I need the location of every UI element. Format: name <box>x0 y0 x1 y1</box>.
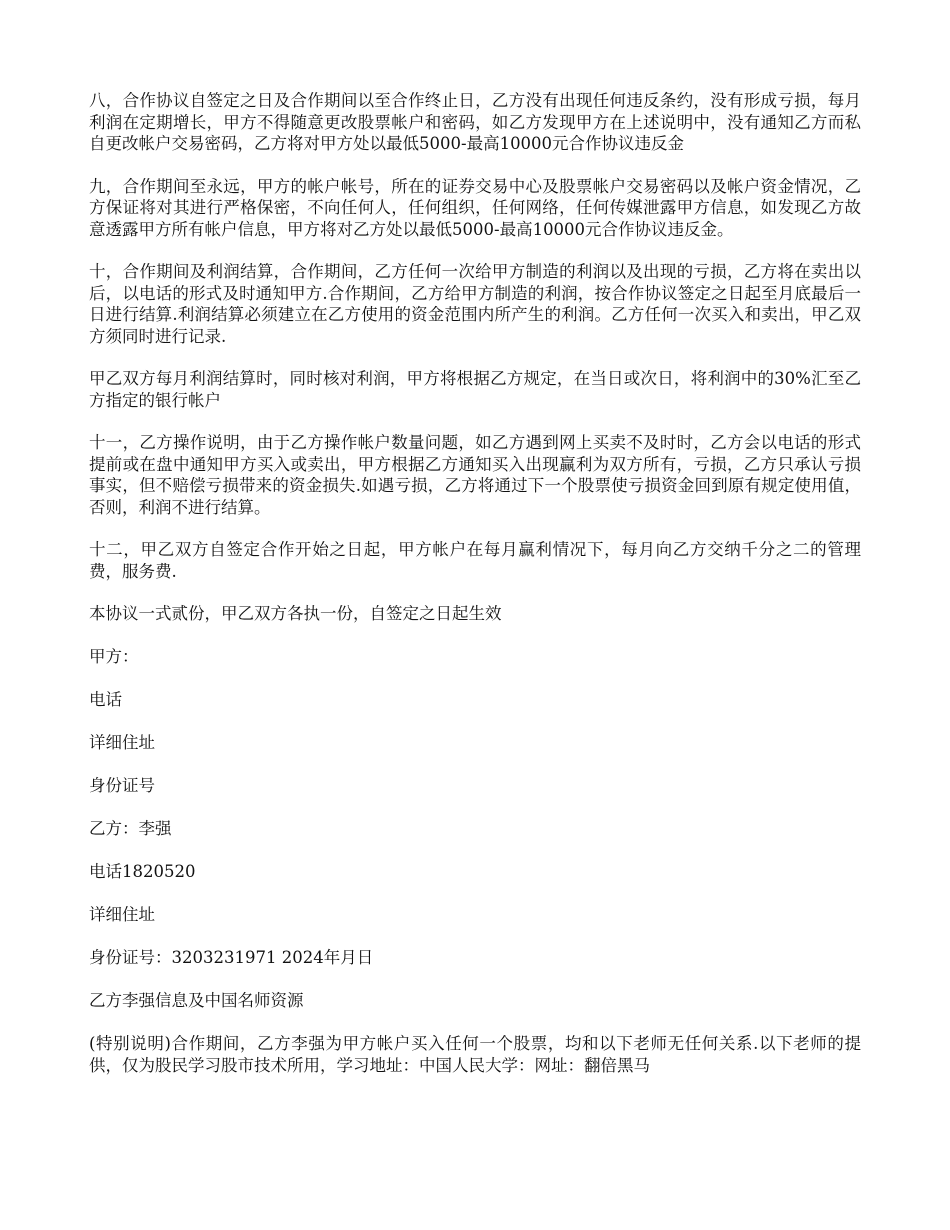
party-b-id-date: 身份证号：3203231971 2024年月日 <box>89 948 374 967</box>
party-a-id: 身份证号 <box>89 776 155 795</box>
profit-settlement-paragraph: 甲乙双方每月利润结算时，同时核对利润，甲方将根据乙方规定，在当日或次日，将利润中的30%汇至乙方指定的银行帐户 <box>89 369 861 410</box>
clause-eight: 八，合作协议自签定之日及合作期间以至合作终止日，乙方没有出现任何违反条约，没有形成亏损，每月利润在定期增长，甲方不得随意更改股票帐户和密码，如乙方发现甲方在上述说明中，没有通知乙方而私自更改帐户交易密码，乙方将对甲方处以最低5000-最高10000元合作协议违反金 <box>89 91 861 153</box>
party-b-address: 详细住址 <box>89 905 155 924</box>
special-note: (特别说明)合作期间，乙方李强为甲方帐户买入任何一个股票，均和以下老师无任何关系.以下老师的提供，仅为股民学习股市技术所用，学习地址：中国人民大学：网址：翻倍黑马 <box>89 1034 861 1075</box>
party-b-resource-title: 乙方李强信息及中国名师资源 <box>89 991 304 1010</box>
clause-ten: 十，合作期间及利润结算，合作期间，乙方任何一次给甲方制造的利润以及出现的亏损，乙方将在卖出以后，以电话的形式及时通知甲方.合作期间，乙方给甲方制造的利润，按合作协议签定之日起至月底最后一日进行结算.利润结算必须建立在乙方使用的资金范围内所产生的利润。乙方任何一次买入和卖出，甲乙双方须同时进行记录. <box>89 262 861 346</box>
party-b-label: 乙方：李强 <box>89 819 172 838</box>
party-a-address: 详细住址 <box>89 733 155 752</box>
agreement-effective-statement: 本协议一式贰份，甲乙双方各执一份，自签定之日起生效 <box>89 604 502 623</box>
clause-twelve: 十二，甲乙双方自签定合作开始之日起，甲方帐户在每月赢利情况下，每月向乙方交纳千分之二的管理费，服务费. <box>89 540 861 581</box>
clause-nine: 九，合作期间至永远，甲方的帐户帐号，所在的证券交易中心及股票帐户交易密码以及帐户资金情况，乙方保证将对其进行严格保密，不向任何人，任何组织，任何网络，任何传媒泄露甲方信息，如发现乙方故意透露甲方所有帐户信息，甲方将对乙方处以最低5000-最高10000元合作协议违反金。 <box>89 176 861 239</box>
clause-eleven: 十一，乙方操作说明，由于乙方操作帐户数量问题，如乙方遇到网上买卖不及时时，乙方会以电话的形式提前或在盘中通知甲方买入或卖出，甲方根据乙方通知买入出现赢利为双方所有，亏损，乙方只承认亏损事实，但不赔偿亏损带来的资金损失.如遇亏损，乙方将通过下一个股票使亏损资金回到原有规定使用值，否则，利润不进行结算。 <box>89 433 861 517</box>
party-b-phone: 电话1820520 <box>89 862 196 881</box>
party-a-phone: 电话 <box>89 690 122 709</box>
party-a-label: 甲方： <box>89 647 139 666</box>
document-page <box>89 90 861 1097</box>
